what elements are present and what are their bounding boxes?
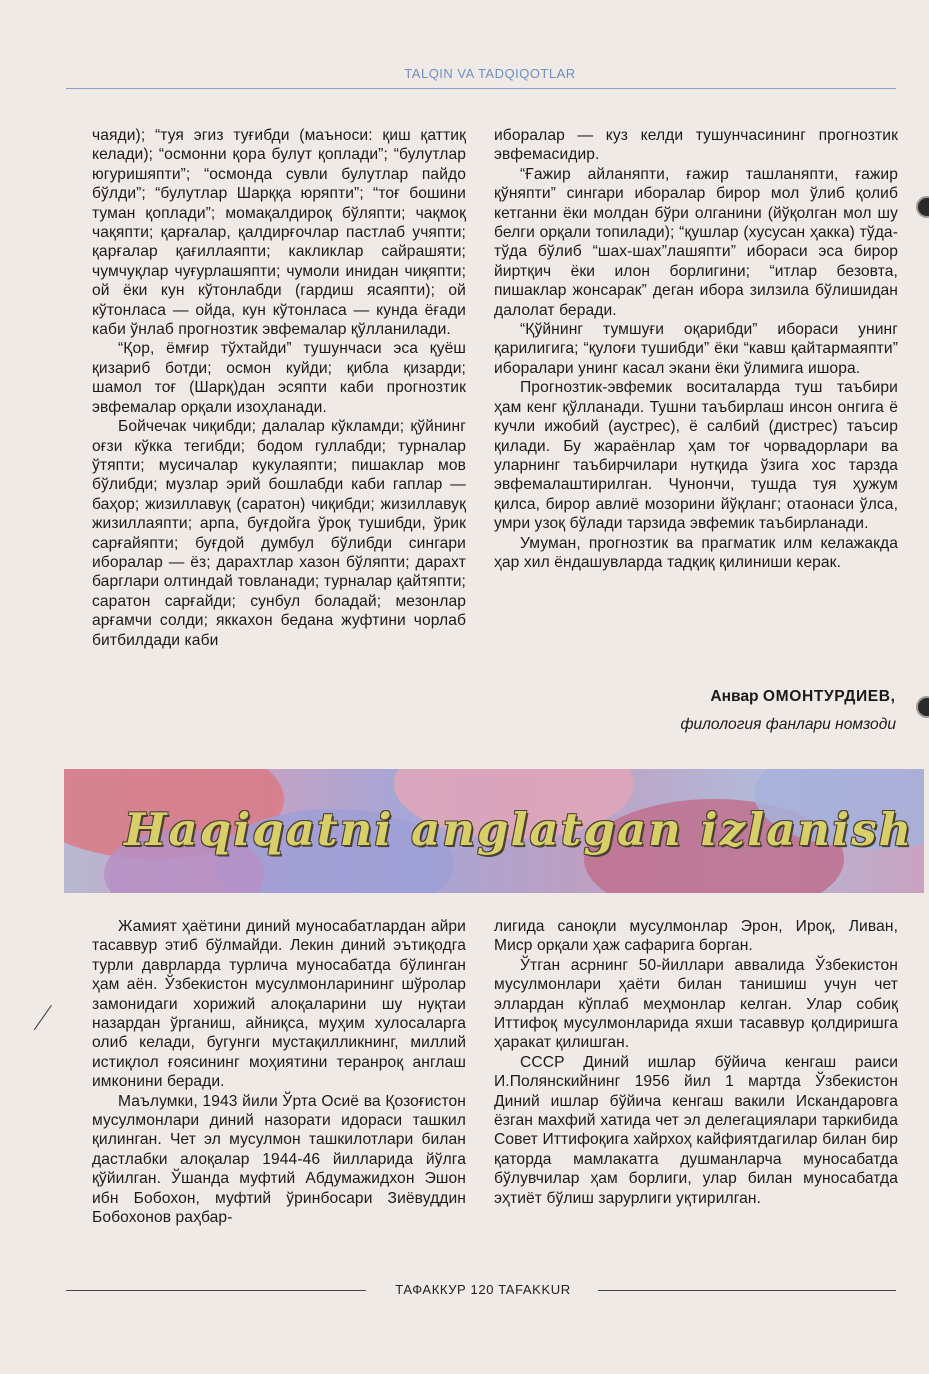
author-surname: ОМОНТУРДИЕВ	[762, 688, 891, 705]
article-banner	[64, 769, 924, 893]
binder-hole	[916, 696, 929, 718]
paragraph: Жамият ҳаётини диний муносабатлардан айри тасаввур этиб бўлмайди. Лекин диний эътиқодга турли даврларда турлича муносабатда бўлинган ҳам аён. Ўзбекистон мусулмонларининг шўролар замонидаги хорижий алоқаларини шу нуқтаи назардан ўрганиш, айниқса, муҳим хулосаларга олиб келади, бугунги мустақилликнинг, миллий истиқлол ғоясининг моҳиятини теранроқ англаш имконини беради.	[92, 918, 466, 1091]
paragraph: СССР Диний ишлар бўйича кенгаш раиси И.Полянскийнинг 1956 йил 1 мартда Ўзбекистон Диний ишлар бўйича кенгаш вакили Искандаровга ёзган махфий хатида чет эл делегациялари таркибида Совет Иттифоқига хайрхоҳ кайфиятдагилар билан бир қаторда мамлакатга душманларча муносабатда бўлувчилар ҳам борлиги, улар билан муносабатда эҳтиёт бўлиш зарурлиги уқтирилган.	[494, 1053, 898, 1207]
header-rule	[66, 88, 896, 89]
author-first-name: Анвар	[710, 688, 759, 705]
article2-right-column	[494, 917, 898, 1208]
article2-left-column	[92, 917, 466, 1228]
paragraph: Прогнозтик-эвфемик воситаларда туш таъбири ҳам кенг қўлланади. Тушни таъбирлаш инсон онгига ё кучли ижобий (аустрес), ё салбий (дистрес) таъсир қилади. Бу жараёнлар ҳам тоғ чорвадорлари ва уларнинг таъбирчилари нутқида ўзига хос тарзда эвфемалаштирилган. Чунончи, тушда туя ҳужум қилса, бирор авлиё мозорини йўқланг; отаонаси ўлса, умри узоқ бўлади тарзида эвфемик таъбирланади.	[494, 379, 898, 533]
paragraph: Маълумки, 1943 йили Ўрта Осиё ва Қозоғистон мусулмонлари диний назорати идораси ташкил қилинган. Чет эл мусулмон ташкилотлари билан дастлабки алоқалар 1944-46 йилларида йўлга қўйилган. Ўшанда муфтий Абдумажидхон Эшон ибн Бобохон, муфтий ўринбосари Зиёвуддин Бобохонов раҳбар-	[92, 1092, 466, 1227]
author-title: филология фанлари номзоди	[680, 716, 896, 733]
pen-mark	[34, 1005, 73, 1045]
paragraph: иборалар — куз келди тушунчасининг прогнозтик эвфемасидир.	[494, 127, 898, 164]
article1-right-column	[494, 126, 898, 572]
paragraph: “Ғажир айланяпти, ғажир ташланяпти, ғажир қўняпти” сингари иборалар бирор мол ўлиб қолиб кетганни ёки молдан бўри олганини (йўқолган мол шу белги орқали топилади); “қушлар (хусусан ҳакка) тўда-тўда бўлиб “шах-шах”лашяпти” ибораси эса бирор йиртқич ёки илон борлигини; “итлар безовта, пишаклар жонсарак” деган ибора зилзила бўлишидан далолат беради.	[494, 165, 898, 319]
author-name	[710, 688, 895, 706]
paragraph: Бойчечак чиқибди; далалар кўкламди; қўйнинг оғзи кўкка тегибди; бодом гуллабди; турналар ўтяпти; мусичалар кукулаяпти; пишаклар мов бўлибди; музлар эрий бошлабди каби гаплар — баҳор; жизиллавуқ (саратон) чиқибди; жизиллавуқ жизиллаяпти; арпа, буғдойга ўроқ тушибди, ўрик сарғайяпти; буғдой думбул бўлибди сингари иборалар — ёз; дарахтлар хазон бўляпти; дарахт барглари олтиндай товланади; турналар қайтяпти; саратон сарғайди; сунбул боладай; мезонлар арғамчи солди; яккахон бедана жуфтини чорлаб битбилдади каби	[92, 418, 466, 649]
paragraph: Ўтган асрнинг 50-йиллари аввалида Ўзбекистон мусулмонлари ҳаёти билан танишиш учун чет эллардан кўплаб меҳмонлар келган. Улар собиқ Иттифоқ мусулмонларида яхши тасаввур қолдиришга ҳаракат қилишган.	[494, 956, 898, 1052]
running-title: TALQIN VA TADQIQOTLAR	[404, 66, 576, 81]
author-comma: ,	[890, 688, 895, 705]
footer-rule-left	[66, 1290, 366, 1291]
paragraph: Умуман, прогнозтик ва прагматик илм келажакда ҳар хил ёндашувларда тадқиқ қилиниши керак.	[494, 534, 898, 571]
article1-left-column	[92, 126, 466, 650]
banner-title: Haqiqatni anglatgan izlanish	[124, 803, 914, 856]
paragraph: лигида саноқли мусулмонлар Эрон, Ироқ, Ливан, Миср орқали ҳаж сафарига борган.	[494, 918, 898, 955]
footer-page-label: ТАФАККУР 120 TAFAKKUR	[395, 1282, 571, 1297]
paragraph: “Қор, ёмғир тўхтайди” тушунчаси эса қуёш қизариб ботди; осмон куйди; қибла қизарди; шамол тоғ (Шарқ)дан эсяпти каби прогнозтик эвфемалар орқали изоҳланади.	[92, 340, 466, 416]
paragraph: чаяди); “туя эгиз туғибди (маъноси: қиш қаттиқ келади); “осмонни қора булут қоплади”; “булутлар югуришяпти”; “осмонда сувли булутлар пайдо бўлди”; “булутлар Шарққа юряпти”; “тоғ бошини туман қоплади”; момақалдироқ бўляпти; чақмоқ чақяпти; қарғалар, қалдирғочлар пастлаб учяпти; қарғалар қағиллаяпти; какликлар сайрашяти; чумчуқлар чуғурлашяпти; чумоли инидан чиқяпти; ой ёки кун кўтонлабди (гардиш ясаяпти); ой кўтонласа — ойда, кун кўтонласа — кунда ёғади каби ўнлаб прогнозтик эвфемалар қўлланилади.	[92, 127, 466, 339]
binder-hole	[916, 196, 929, 218]
footer-rule-right	[598, 1290, 896, 1291]
paragraph: “Қўйнинг тумшуғи оқарибди” ибораси унинг қарилигига; “қулоғи тушибди” ёки “кавш қайтармаяпти” иборалари унинг касал экани ёки ўлимига ишора.	[494, 321, 898, 377]
